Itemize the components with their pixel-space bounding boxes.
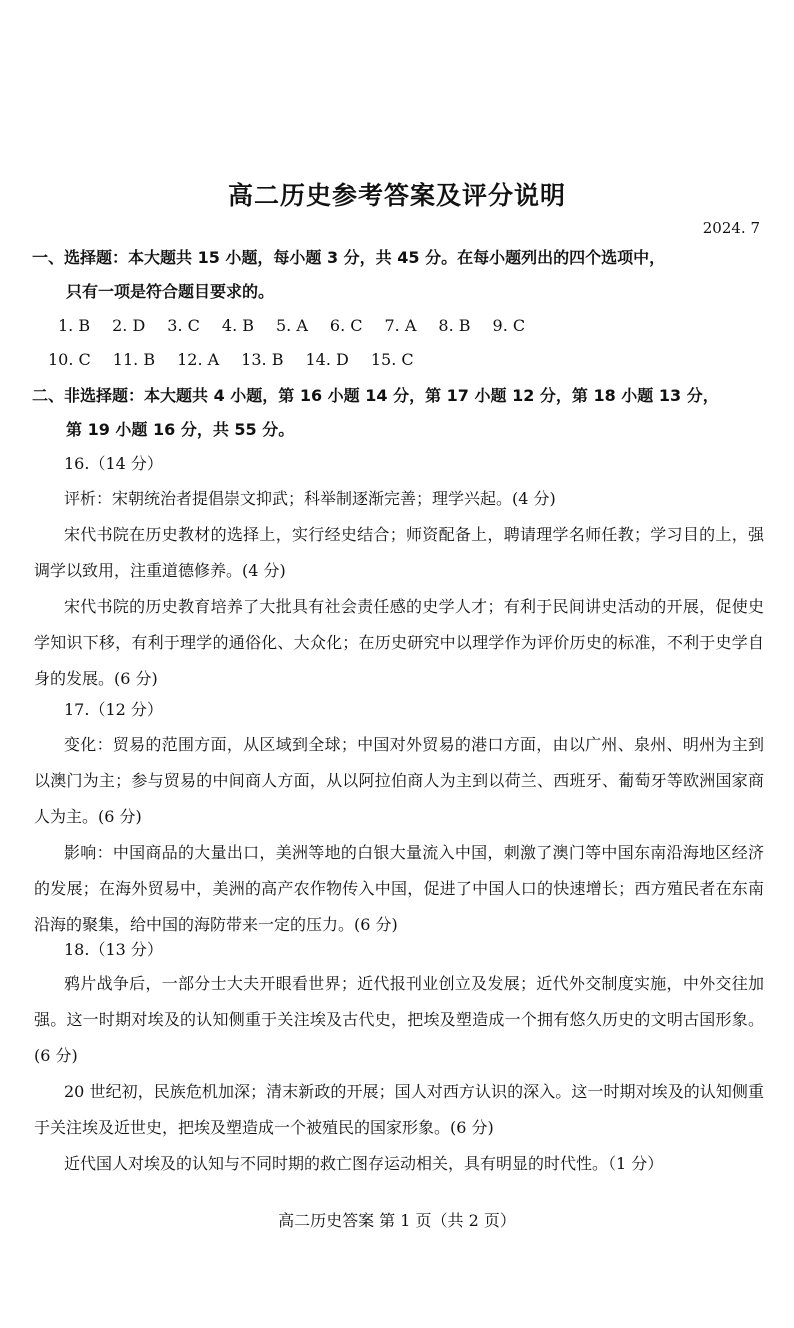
page-footer: 高二历史答案 第 1 页（共 2 页）: [278, 1211, 516, 1230]
q17-paragraph-1: 变化：贸易的范围方面，从区域到全球；中国对外贸易的港口方面，由以广州、泉州、明州为主到以澳门为主；参与贸易的中间商人方面，从以阿拉伯商人为主到以荷兰、西班牙、葡萄牙等欧洲国家商人为主。(6 分): [34, 735, 764, 826]
answer-item: 12. A: [177, 350, 220, 369]
answer-item: 4. B: [221, 316, 254, 335]
q17-paragraph-2: 影响：中国商品的大量出口，美洲等地的白银大量流入中国，刺激了澳门等中国东南沿海地区经济的发展；在海外贸易中，美洲的高产农作物传入中国，促进了中国人口的快速增长；西方殖民者在东南沿海的聚集，给中国的海防带来一定的压力。(6 分): [34, 843, 764, 934]
answer-item: 15. C: [370, 350, 414, 369]
answer-item: 11. B: [112, 350, 156, 369]
answer-item: 1. B: [58, 316, 91, 335]
answer-item: 10. C: [48, 350, 91, 369]
page-title: 高二历史参考答案及评分说明: [227, 181, 566, 210]
answer-item: 13. B: [241, 350, 284, 369]
q16-paragraph-3: 宋代书院的历史教育培养了大批具有社会责任感的史学人才；有利于民间讲史活动的开展，促使史学知识下移，有利于理学的通俗化、大众化；在历史研究中以理学作为评价历史的标准，不利于史学自身的发展。(6 分): [34, 597, 764, 688]
section2-heading-line1: 二、非选择题：本大题共 4 小题，第 16 小题 14 分，第 17 小题 12 分，第 18 小题 13 分，: [32, 386, 719, 405]
answer-item: 6. C: [329, 316, 363, 335]
question-17-label: 17.（12 分）: [64, 700, 163, 719]
section1-heading-line2: 只有一项是符合题目要求的。: [66, 282, 275, 301]
q18-paragraph-3: 近代国人对埃及的认知与不同时期的救亡图存运动相关，具有明显的时代性。（1 分）: [64, 1154, 664, 1173]
answer-item: 7. A: [384, 316, 417, 335]
answer-item: 5. A: [276, 316, 308, 335]
question-18-label: 18.（13 分）: [64, 940, 163, 959]
answer-item: 14. D: [305, 350, 349, 369]
answer-item: 2. D: [112, 316, 146, 335]
q16-paragraph-2: 宋代书院在历史教材的选择上，实行经史结合；师资配备上，聘请理学名师任教；学习目的上，强调学以致用，注重道德修养。(4 分): [34, 525, 764, 580]
answer-row-2: [48, 343, 436, 377]
section2-heading-line2: 第 19 小题 16 分，共 55 分。: [66, 420, 295, 439]
q18-paragraph-2: 20 世纪初，民族危机加深；清末新政的开展；国人对西方认识的深入。这一时期对埃及的认知侧重于关注埃及近世史，把埃及塑造成一个被殖民的国家形象。(6 分): [34, 1082, 764, 1137]
answer-row-1: [58, 309, 547, 343]
answer-item: 9. C: [492, 316, 526, 335]
q16-paragraph-1: 评析：宋朝统治者提倡崇文抑武；科举制逐渐完善；理学兴起。(4 分): [64, 489, 556, 508]
section1-heading-line1: 一、选择题：本大题共 15 小题，每小题 3 分，共 45 分。在每小题列出的四个选项中，: [32, 248, 666, 267]
answer-item: 3. C: [167, 316, 200, 335]
question-16-label: 16.（14 分）: [64, 454, 163, 473]
document-date: 2024. 7: [702, 219, 760, 237]
q18-paragraph-1: 鸦片战争后，一部分士大夫开眼看世界；近代报刊业创立及发展；近代外交制度实施，中外交往加强。这一时期对埃及的认知侧重于关注埃及古代史，把埃及塑造成一个拥有悠久历史的文明古国形象。(6 分): [34, 974, 764, 1065]
answer-item: 8. B: [438, 316, 471, 335]
